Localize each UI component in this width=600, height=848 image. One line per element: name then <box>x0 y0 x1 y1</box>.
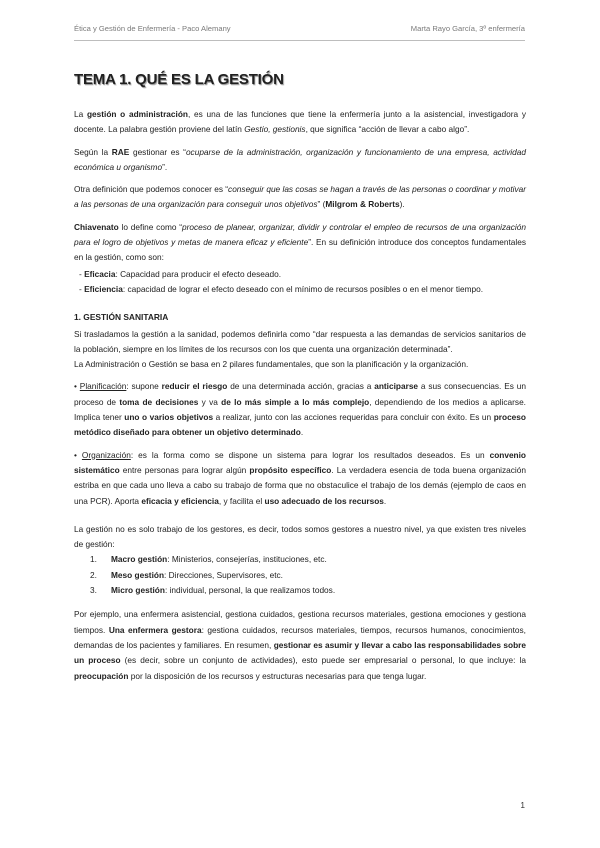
list-item: - Eficiencia: capacidad de lograr el efecto deseado con el mínimo de recursos posibles o en el menor tiempo. <box>79 283 484 294</box>
section-heading: 1. GESTIÓN SANITARIA <box>74 312 169 323</box>
concepts-list <box>74 267 526 298</box>
planificacion-paragraph: • Planificación: supone reducir el riesgo de una determinada acción, gracias a anticiparse a sus consecuencias. Es un proceso de toma de decisiones y va de lo más simple a lo más complejo, dependiendo de los medios a aplicarse. Implica tener uno o varios objetivos a realizar, junto con las acciones requeridas para concluir con éxito. Es un proceso metódico diseñado para obtener un objetivo determinado. <box>74 381 527 438</box>
list-item: 1. Macro gestión: Ministerios, consejerías, instituciones, etc. <box>90 554 327 565</box>
page-header <box>74 24 525 33</box>
section-paragraph-3: La gestión no es solo trabajo de los gestores, es decir, todos somos gestores a nuestro nivel, ya que existen tres niveles de gestión: <box>74 523 526 550</box>
list-item: - Eficacia: Capacidad para producir el efecto deseado. <box>79 268 282 279</box>
list-item: 3. Micro gestión: individual, personal, la que realizamos todos. <box>90 585 336 596</box>
section-paragraph-2: La Administración o Gestión se basa en 2 pilares fundamentales, que son la planificación y la organización. <box>74 359 469 370</box>
intro-paragraph-2: Según la RAE gestionar es “ocuparse de la administración, organización y funcionamiento de una empresa, actividad económica u organismo”. <box>74 146 526 172</box>
management-levels-list <box>74 552 526 598</box>
intro-paragraph-3: Otra definición que podemos conocer es “conseguir que las cosas se hagan a través de las personas o coordinar y motivar a las personas de una organización para conseguir unos objetivos” (Milgrom & Roberts). <box>74 184 526 210</box>
header-right-text: Marta Rayo García, 3º enfermería <box>410 24 525 33</box>
header-left-text: Ética y Gestión de Enfermería - Paco Alemany <box>74 24 231 33</box>
organizacion-paragraph: • Organización: es la forma como se dispone un sistema para lograr los resultados deseados. Es un convenio sistemático entre personas para lograr algún propósito específico. La verdadera esencia de toda buena organización estriba en que cada uno lleva a cabo su trabajo de forma que no obstaculice el trabajo de los demás (ejemplo de caos en una PCR). Aporta eficacia y eficiencia, y facilita el uso adecuado de los recursos. <box>74 449 527 506</box>
page-title: TEMA 1. QUÉ ES LA GESTIÓN <box>74 71 284 88</box>
list-item: 2. Meso gestión: Direcciones, Supervisores, etc. <box>90 569 283 580</box>
header-divider <box>74 40 525 41</box>
document-body <box>74 107 526 691</box>
intro-paragraph-1: La gestión o administración, es una de las funciones que tiene la enfermería junto a la asistencial, investigadora y docente. La palabra gestión proviene del latín Gestio, gestionis, que significa “acción de llevar a cabo algo”. <box>74 109 526 135</box>
intro-paragraph-4: Chiavenato lo define como “proceso de planear, organizar, dividir y controlar el empleo de recursos de una organización para el logro de objetivos y metas de manera eficaz y eficiente”. En su definición introduce dos conceptos fundamentales en la gestión, como son: <box>74 221 527 263</box>
page-number: 1 <box>520 800 525 810</box>
section-paragraph-4: Por ejemplo, una enfermera asistencial, gestiona cuidados, gestiona recursos materiales, gestiona emociones y gestiona tiempos. Una enfermera gestora: gestiona cuidados, recursos materiales, tiempos, recursos humanos, conocimientos, demandas de los pacientes y familiares. En resumen, gestionar es asumir y llevar a cabo las responsabilidades sobre un proceso (es decir, sobre un conjunto de actividades), esto puede ser empresarial o personal, lo que incluye: la preocupación por la disposición de los recursos y estructuras necesarias para que tenga lugar. <box>74 609 526 681</box>
section-paragraph-1: Si trasladamos la gestión a la sanidad, podemos definirla como “dar respuesta a las demandas de servicios sanitarios de la población, siempre en los límites de los recursos con los que cuenta una organización determinada”. <box>74 328 526 354</box>
